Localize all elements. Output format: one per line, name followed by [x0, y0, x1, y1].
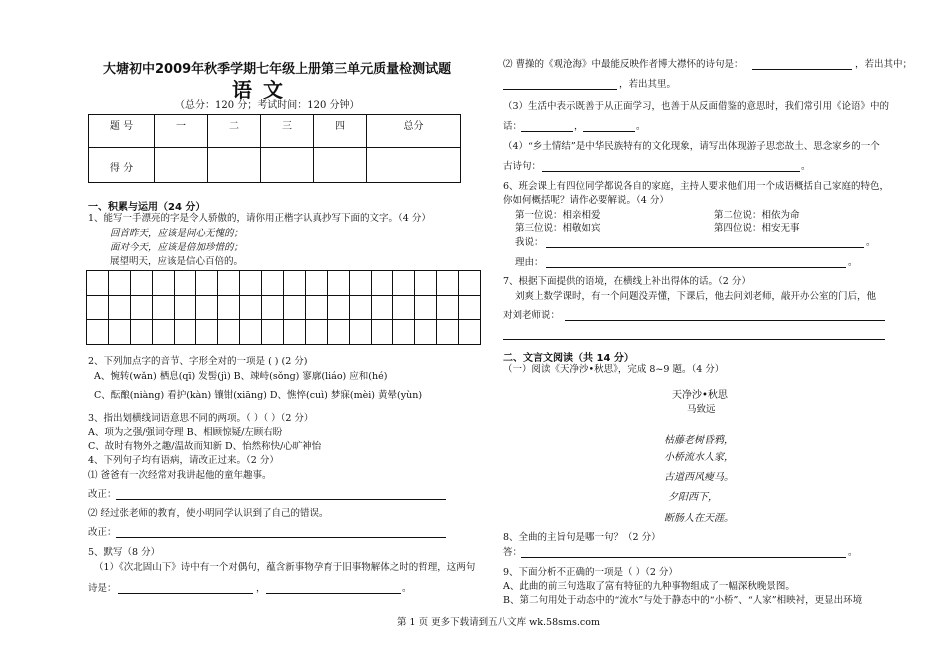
r2-answer-line-2[interactable] — [503, 89, 617, 90]
grid-cell[interactable] — [328, 296, 350, 321]
q6-say-label: 我说： — [515, 237, 544, 248]
q5-answer-line-1[interactable] — [118, 593, 253, 594]
row-label-question: 题 号 — [89, 115, 155, 148]
q7-answer-line-2[interactable] — [503, 339, 885, 340]
grid-cell[interactable] — [131, 271, 153, 296]
r3-separator: ， — [574, 121, 584, 132]
q4-answer-line-2[interactable] — [116, 537, 446, 538]
q6-person-2: 第二位说：相依为命 — [714, 210, 800, 221]
q1-line-2: 面对今天，应该是倍加珍惜的； — [110, 242, 244, 253]
q5-1-label: 诗是： — [88, 583, 117, 594]
q1-line-1: 回首昨天，应该是问心无愧的； — [110, 228, 244, 239]
q3-option-ab: A、项为之强/强词夺理 B、相顾惊疑/左顾右盼 — [88, 427, 283, 438]
r3-text: （3）生活中表示既善于从正面学习，也善于从反面借鉴的意思时，我们常引用《论语》中的 — [503, 101, 890, 112]
q7-answer-line-1[interactable] — [565, 320, 885, 321]
r4-end: 。 — [801, 161, 811, 172]
grid-cell[interactable] — [87, 271, 109, 296]
q7-context: 刘爽上数学课时，有一个问题没弄懂，下课后，他去问刘老师，敲开办公室的门后，他 — [515, 291, 877, 302]
grid-cell[interactable] — [437, 271, 459, 296]
grid-cell[interactable] — [131, 296, 153, 321]
q8-answer-label: 答： — [503, 547, 523, 558]
q5-text: 5、默写（8 分） — [88, 547, 161, 558]
grid-cell[interactable] — [284, 320, 306, 345]
r2-mid: ，若出其中； — [855, 59, 913, 70]
q8-end: 。 — [848, 547, 858, 558]
r3-end: 。 — [636, 121, 646, 132]
q7-label: 对刘老师说： — [503, 310, 561, 321]
grid-cell[interactable] — [393, 296, 415, 321]
subject-title: 语 文 — [232, 78, 285, 102]
grid-cell[interactable] — [459, 320, 481, 345]
section-2-heading: 二、文言文阅读（共 14 分） — [503, 353, 634, 364]
grid-cell[interactable] — [218, 271, 240, 296]
grid-cell[interactable] — [372, 271, 394, 296]
r2-answer-line-1[interactable] — [752, 69, 852, 70]
grid-cell[interactable] — [153, 296, 175, 321]
score-table — [88, 114, 461, 183]
q5-end: 。 — [402, 583, 412, 594]
grid-cell[interactable] — [284, 296, 306, 321]
grid-cell[interactable] — [459, 271, 481, 296]
grid-cell[interactable] — [306, 271, 328, 296]
page-footer: 第 1 页 更多下载请到五八文库 wk.58sms.com — [397, 617, 600, 628]
grid-cell[interactable] — [175, 271, 197, 296]
q4-answer-line-1[interactable] — [116, 499, 446, 500]
grid-cell[interactable] — [350, 271, 372, 296]
q4-fix-label-2: 改正： — [88, 527, 117, 538]
r3-label: 话： — [503, 121, 523, 132]
q9-option-b: B、第二句用处于动态中的“流水”与处于静态中的“小桥”、“人家”相映衬，更显出环境 — [503, 595, 863, 606]
poem-line-3: 古道西风瘦马。 — [664, 472, 734, 483]
grid-cell[interactable] — [415, 320, 437, 345]
grid-cell[interactable] — [175, 296, 197, 321]
r2-text: ⑵ 曹操的《观沧海》中最能反映作者博大襟怀的诗句是： — [503, 59, 744, 70]
grid-cell[interactable] — [306, 296, 328, 321]
grid-cell[interactable] — [437, 320, 459, 345]
q6-answer-line[interactable] — [546, 247, 864, 248]
grid-cell[interactable] — [218, 296, 240, 321]
poem-line-1: 枯藤老树昏鸦， — [664, 435, 734, 446]
q6-text: 6、班会课上有四位同学都说各自的家庭，主持人要求他们用一个成语概括自己家庭的特色， — [503, 181, 890, 192]
grid-cell[interactable] — [350, 296, 372, 321]
grid-cell[interactable] — [459, 296, 481, 321]
r4-answer-line[interactable] — [542, 171, 800, 172]
q4-sentence-2: ⑵ 经过张老师的教育，使小明同学认识到了自己的错误。 — [88, 508, 329, 519]
score-cell[interactable] — [261, 148, 314, 183]
q3-text: 3、指出划横线词语意思不同的两项。（ ）（ ）（2 分） — [88, 413, 314, 424]
grid-cell[interactable] — [437, 296, 459, 321]
grid-cell[interactable] — [109, 271, 131, 296]
q6-person-4: 第四位说：相安无事 — [714, 223, 800, 234]
q6-say-end: 。 — [866, 237, 876, 248]
grid-cell[interactable] — [196, 296, 218, 321]
grid-cell[interactable] — [175, 320, 197, 345]
poem-author: 马致远 — [687, 404, 716, 415]
col-4: 四 — [314, 115, 367, 148]
col-3: 三 — [261, 115, 314, 148]
q2-option-ab: A、惋转(wǎn) 栖息(qī) 发髻(jì) B、竦峙(sǒng) 寥廓(liáo) 应和(hé) — [94, 371, 388, 382]
q6-reason-label: 理由： — [515, 257, 544, 268]
poem-title: 天净沙•秋思 — [672, 390, 728, 401]
q6-person-1: 第一位说：相亲相爱 — [515, 210, 601, 221]
grid-cell[interactable] — [393, 320, 415, 345]
r4-label: 古诗句： — [503, 161, 542, 172]
q1-text: 1、能写一手漂亮的字是令人骄傲的，请你用正楷字认真抄写下面的文字。（4 分） — [88, 213, 431, 224]
grid-cell[interactable] — [415, 271, 437, 296]
grid-cell[interactable] — [262, 271, 284, 296]
row-label-score: 得 分 — [89, 148, 155, 183]
score-cell[interactable] — [367, 148, 461, 183]
score-info: （总分：120 分；考试时间：120 分钟） — [175, 100, 360, 111]
grid-cell[interactable] — [240, 271, 262, 296]
q9-text: 9、下面分析不正确的一项是（ ）（2 分） — [503, 567, 678, 578]
q4-text: 4、下列句子均有语病，请改正过来。（2 分） — [88, 455, 279, 466]
r3-answer-line-1[interactable] — [521, 131, 573, 132]
grid-cell[interactable] — [109, 296, 131, 321]
r2-end: ，若出其里。 — [619, 79, 677, 90]
q6-reason-line[interactable] — [546, 267, 846, 268]
grid-cell[interactable] — [196, 320, 218, 345]
exam-title: 大塘初中2009年秋季学期七年级上册第三单元质量检测试题 — [103, 62, 452, 77]
q7-text: 7、根据下面提供的语境，在横线上补出得体的话。（2 分） — [503, 276, 751, 287]
score-cell[interactable] — [208, 148, 261, 183]
q6-text-2: 你如何概括呢？请作必要解说。（4 分） — [503, 195, 669, 206]
poem-line-2: 小桥流水人家， — [664, 452, 734, 463]
grid-cell[interactable] — [328, 320, 350, 345]
grid-cell[interactable] — [372, 320, 394, 345]
poem-line-4: 夕阳西下， — [668, 492, 718, 503]
writing-grid[interactable] — [86, 270, 481, 345]
grid-cell[interactable] — [262, 320, 284, 345]
grid-cell[interactable] — [153, 271, 175, 296]
col-total: 总分 — [367, 115, 461, 148]
q5-1-text: （1）《次北固山下》诗中有一个对偶句，蕴含新事物孕育于旧事物解体之时的哲理，这两句 — [94, 562, 476, 573]
r4-text: （4）“乡土情结”是中华民族特有的文化现象，请写出体现游子思恋故土、思念家乡的一个 — [503, 141, 880, 152]
sub-question-1: （一）阅读《天净沙•秋思》，完成 8~9 题。（4 分） — [503, 364, 725, 375]
grid-cell[interactable] — [218, 320, 240, 345]
grid-cell[interactable] — [240, 296, 262, 321]
q3-option-cd: C、故时有物外之趣/温故而知新 D、怡然称快/心旷神怡 — [88, 441, 322, 452]
grid-cell[interactable] — [240, 320, 262, 345]
grid-cell[interactable] — [372, 296, 394, 321]
q5-answer-line-2[interactable] — [266, 593, 401, 594]
grid-cell[interactable] — [306, 320, 328, 345]
section-1-heading: 一、积累与运用（24 分） — [88, 202, 206, 213]
q1-line-3: 展望明天，应该是信心百倍的。 — [110, 256, 244, 267]
grid-cell[interactable] — [350, 320, 372, 345]
grid-cell[interactable] — [153, 320, 175, 345]
r3-answer-line-2[interactable] — [583, 131, 635, 132]
q9-option-a: A、此曲的前三句选取了富有特征的九种事物组成了一幅深秋晚景图。 — [503, 581, 795, 592]
grid-cell[interactable] — [284, 271, 306, 296]
q2-option-cd: C、酝酿(niàng) 看护(kàn) 镶钳(xiāng) D、憔悴(cuì) 梦寐(mèi) 黄晕(yùn) — [94, 390, 423, 401]
col-1: 一 — [155, 115, 208, 148]
q8-answer-line[interactable] — [521, 557, 846, 558]
grid-cell[interactable] — [131, 320, 153, 345]
score-cell[interactable] — [314, 148, 367, 183]
grid-cell[interactable] — [262, 296, 284, 321]
q2-text: 2、下列加点字的音节、字形全对的一项是 ( ) (2 分) — [88, 356, 308, 367]
grid-cell[interactable] — [109, 320, 131, 345]
q6-person-3: 第三位说：相敬如宾 — [515, 223, 601, 234]
grid-cell[interactable] — [328, 271, 350, 296]
col-2: 二 — [208, 115, 261, 148]
grid-cell[interactable] — [415, 296, 437, 321]
grid-cell[interactable] — [87, 296, 109, 321]
q6-reason-end: 。 — [848, 257, 858, 268]
score-cell[interactable] — [155, 148, 208, 183]
q8-text: 8、全曲的主旨句是哪一句？（2 分） — [503, 532, 661, 543]
grid-cell[interactable] — [87, 320, 109, 345]
q5-separator: ， — [256, 583, 266, 594]
grid-cell[interactable] — [393, 271, 415, 296]
q4-sentence-1: ⑴ 爸爸有一次经常对我讲起他的童年趣事。 — [88, 470, 272, 481]
grid-cell[interactable] — [196, 271, 218, 296]
q4-fix-label-1: 改正： — [88, 489, 117, 500]
poem-line-5: 断肠人在天涯。 — [664, 513, 734, 524]
